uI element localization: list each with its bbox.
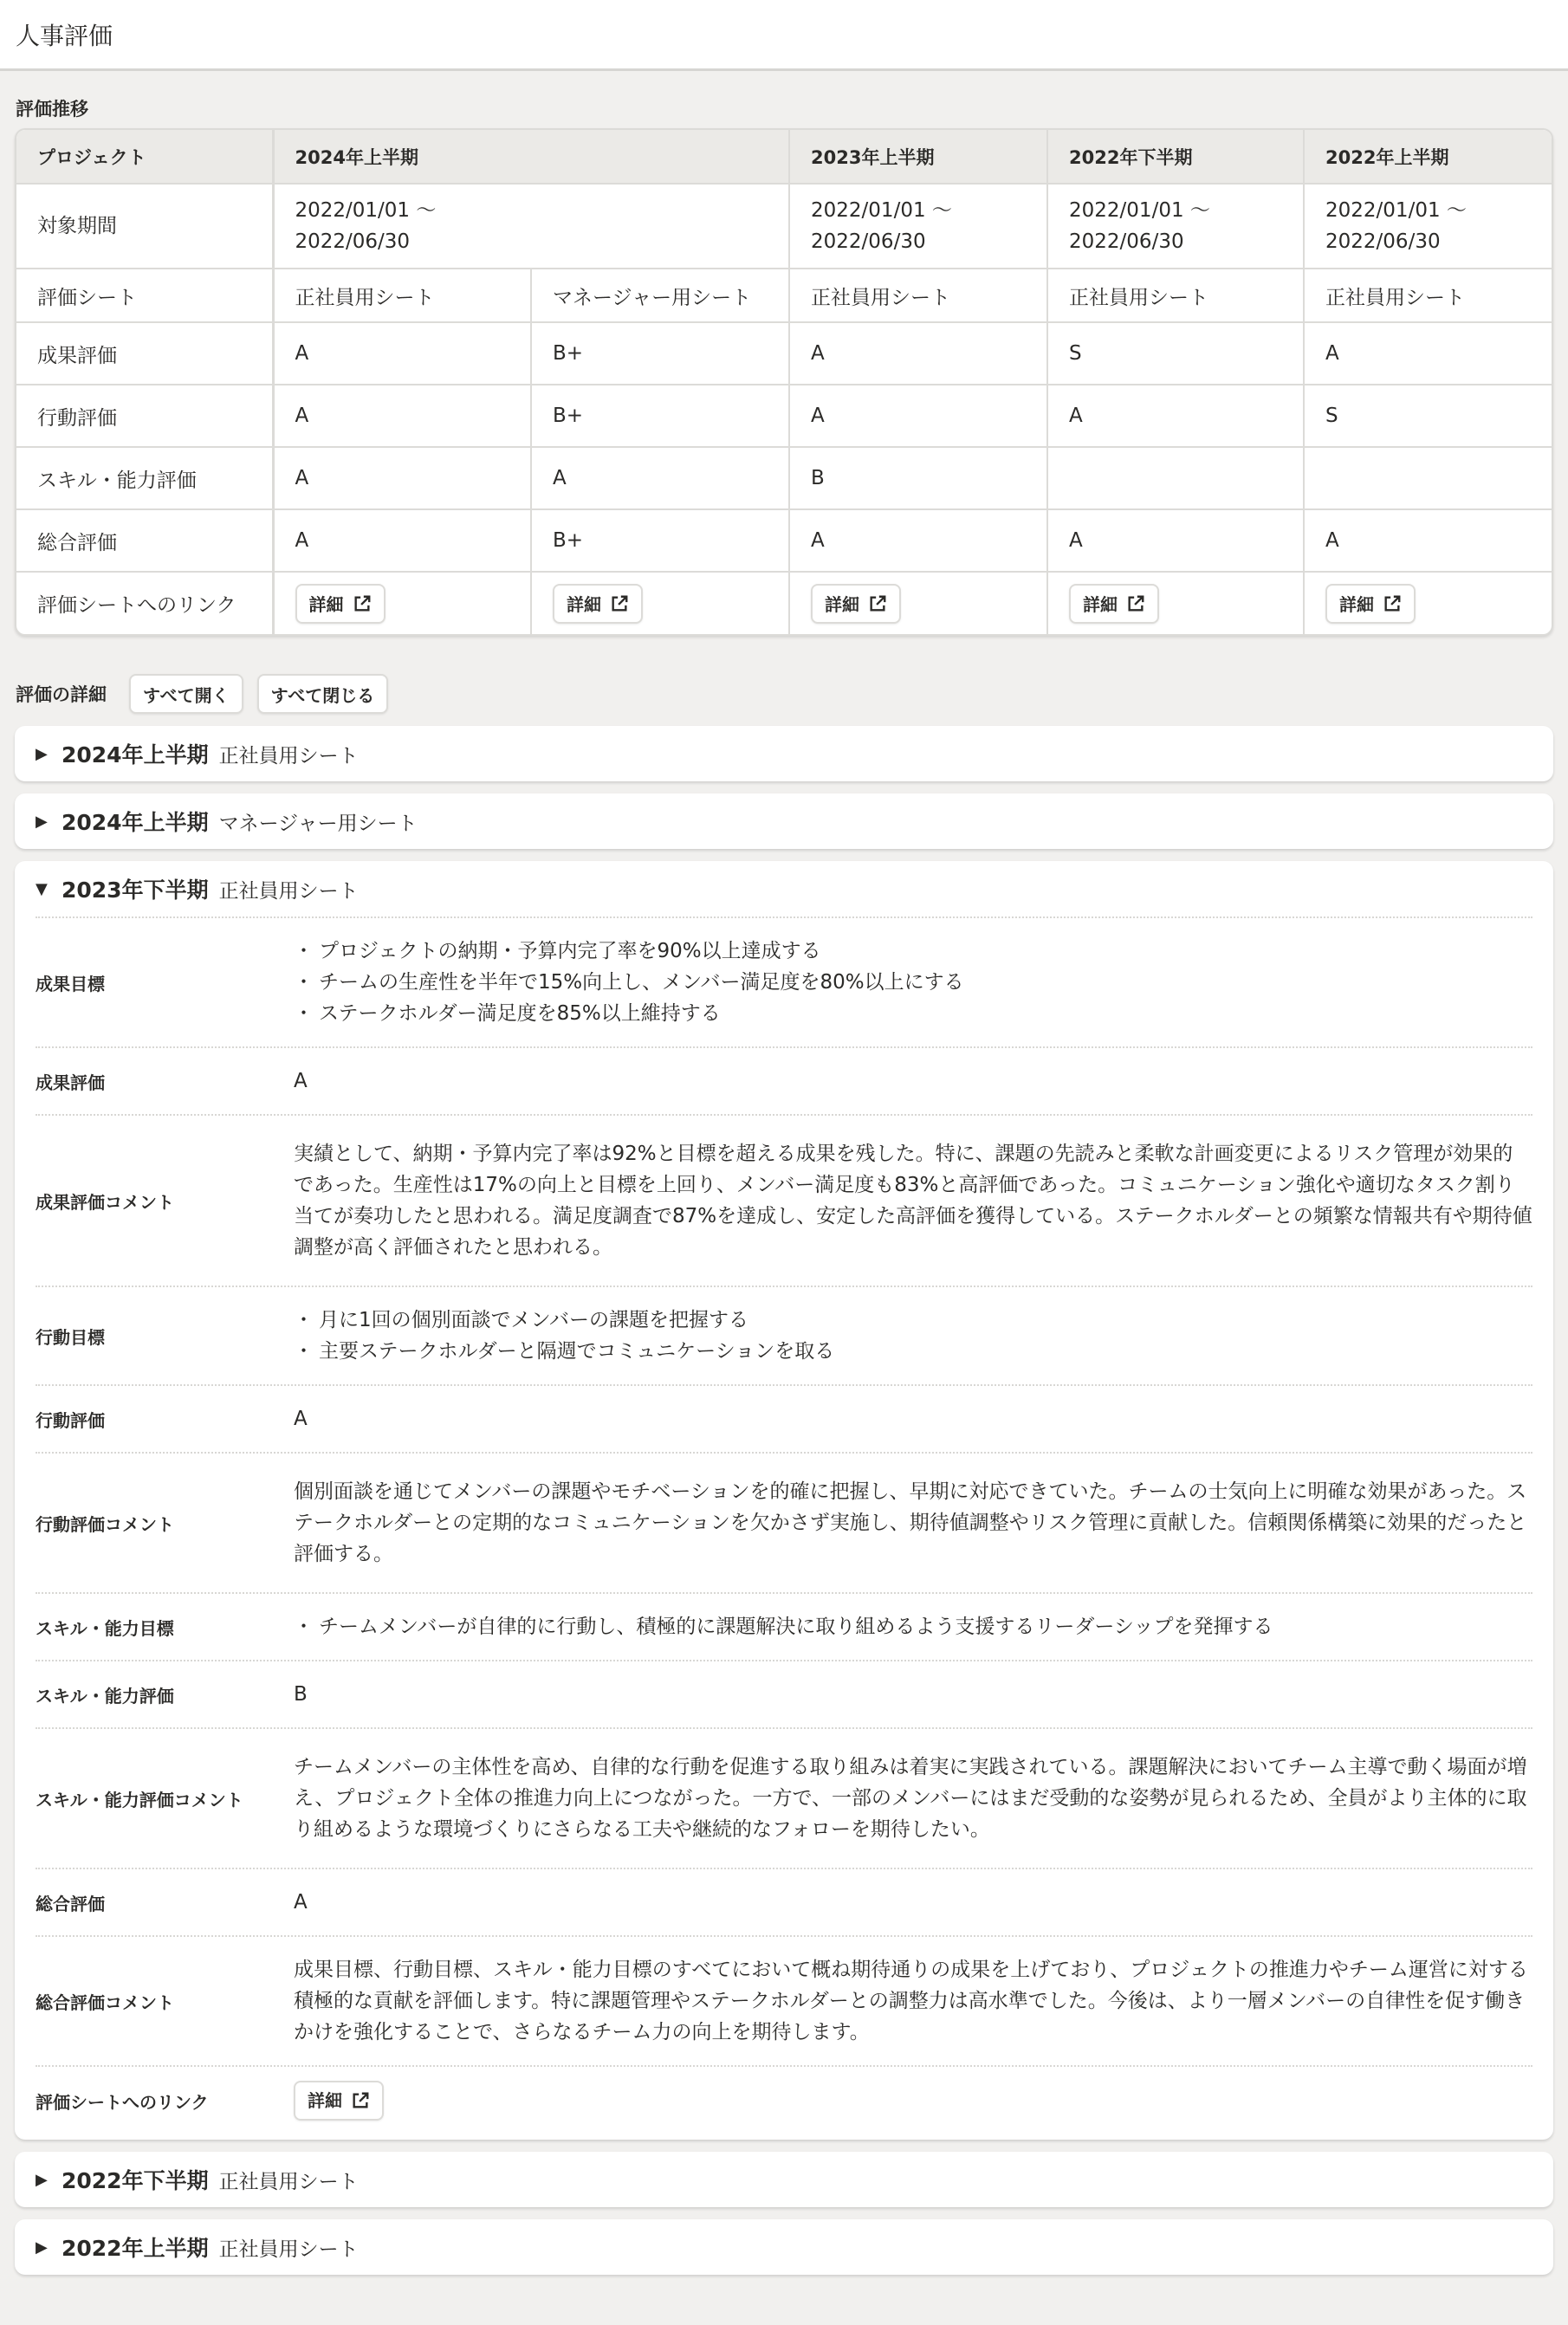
goal-item: ・ ステークホルダー満足度を85%以上維持する [294,998,1532,1029]
external-link-icon [1383,594,1402,613]
detail-link-button[interactable] [295,584,386,624]
skill-row [36,1660,1532,1727]
period-end: 2022/06/30 [295,230,411,253]
detail-link-button[interactable] [1325,584,1416,624]
accordion-item [15,793,1553,849]
cell [1304,572,1552,634]
behavior-goal-row [36,1286,1532,1384]
cell [789,572,1047,634]
accordion-body [15,916,1553,2140]
period-cell [789,184,1047,269]
field-label: 総合評価 [36,1893,105,1914]
cell: A [273,385,531,447]
row-label: 対象期間 [16,184,273,269]
accordion-sheet: 正社員用シート [218,2170,359,2193]
field-label: 行動目標 [36,1326,105,1348]
field-label: 成果目標 [36,973,105,994]
button-label: 詳細 [1339,594,1375,615]
button-label: 詳細 [825,594,860,615]
cell: A [531,447,789,509]
caret-right-icon: ▶ [36,2238,48,2257]
cell [1047,572,1304,634]
period-end: 2022/06/30 [1069,230,1184,253]
field-label: 成果評価コメント [36,1191,174,1213]
external-link-icon [868,594,887,613]
field-label: スキル・能力目標 [36,1617,174,1639]
project-header: 2023年上半期 [789,130,1047,184]
expand-all-button[interactable]: すべて開く [129,674,243,714]
accordion-period: 2023年下半期 [62,878,209,903]
cell: A [1304,509,1552,572]
period-cell [273,184,789,269]
result-row [36,1046,1532,1114]
field-value: B [294,1683,308,1706]
cell: S [1047,322,1304,385]
field-label: 行動評価 [36,1409,105,1431]
caret-down-icon: ▼ [36,879,48,898]
cell: 正社員用シート [1304,269,1552,322]
row-label: プロジェクト [16,130,273,184]
detail-link-button[interactable] [811,584,901,624]
project-row [16,130,1552,184]
accordion-item [15,726,1553,781]
cell: A [1304,322,1552,385]
period-start: 2022/01/01 〜 [811,199,952,222]
caret-right-icon: ▶ [36,2170,48,2189]
top-bar [0,0,1568,71]
behavior-row [16,385,1552,447]
project-header: 2024年上半期 [273,130,789,184]
field-value: 個別面談を通じてメンバーの課題やモチベーションを的確に把握し、早期に対応できていた。チームの士気向上に明確な効果があった。ステークホルダーとの定期的なコミュニケーションを欠かさず実施し、期待値調整やリスク管理に貢献した。信頼関係構築に効果的だったと評価する。 [294,1480,1527,1565]
button-label: 詳細 [567,594,601,615]
accordion-header[interactable] [15,2219,1553,2275]
cell [1047,447,1304,509]
skill-row [16,447,1552,509]
accordion-period: 2024年上半期 [62,810,209,835]
accordion-item-expanded [15,861,1553,2140]
cell: B+ [531,322,789,385]
field-value: A [294,1891,308,1914]
cell: 正社員用シート [789,269,1047,322]
field-label: 行動評価コメント [36,1513,174,1535]
caret-right-icon: ▶ [36,744,48,763]
details-header [16,674,1568,714]
field-label: スキル・能力評価コメント [36,1789,243,1810]
cell: A [1047,385,1304,447]
goal-item: ・ チームメンバーが自律的に行動し、積極的に課題解決に取り組めるよう支援するリーダーシップを発揮する [294,1611,1532,1642]
result-comment-row [36,1114,1532,1286]
field-value: 成果目標、行動目標、スキル・能力目標のすべてにおいて概ね期待通りの成果を上げており、プロジェクトの推進力やチーム運営に対する積極的な貢献を評価します。特に課題管理やステークホルダーとの調整力は高水準でした。今後は、より一層メンバーの自律性を促す働きかけを強化することで、さらなるチーム力の向上を期待します。 [294,1959,1528,2043]
caret-right-icon: ▶ [36,812,48,831]
behavior-row [36,1384,1532,1452]
accordion-item [15,2152,1553,2207]
history-title: 評価推移 [16,99,88,120]
period-end: 2022/06/30 [811,230,926,253]
behavior-comment-row [36,1452,1532,1592]
project-header: 2022年上半期 [1304,130,1552,184]
accordion-header[interactable] [15,861,1553,916]
field-label: スキル・能力評価 [36,1685,174,1707]
cell [273,572,531,634]
goal-list [294,936,1532,1029]
cell [531,572,789,634]
accordion-header[interactable] [15,2152,1553,2207]
cell: S [1304,385,1552,447]
detail-link-button[interactable] [294,2081,384,2121]
field-value: A [294,1408,308,1430]
period-start: 2022/01/01 〜 [1325,199,1467,222]
accordion-sheet: 正社員用シート [218,744,359,767]
row-label: 総合評価 [16,509,273,572]
period-start: 2022/01/01 〜 [1069,199,1210,222]
cell: B [789,447,1047,509]
detail-link-button[interactable] [1069,584,1159,624]
cell: A [1047,509,1304,572]
accordion-header[interactable] [15,726,1553,781]
external-link-icon [1126,594,1145,613]
accordion-period: 2022年上半期 [62,2236,209,2261]
row-label: 評価シート [16,269,273,322]
goal-item: ・ 主要ステークホルダーと隔週でコミュニケーションを取る [294,1336,1532,1367]
row-label: 成果評価 [16,322,273,385]
result-goal-row [36,916,1532,1046]
accordion-period: 2022年下半期 [62,2168,209,2193]
field-value: チームメンバーの主体性を高め、自律的な行動を促進する取り組みは着実に実践されている。課題解決においてチーム主導で動く場面が増え、プロジェクト全体の推進力向上につながった。一方で、一部のメンバーにはまだ受動的な姿勢が見られるため、全員がより主体的に取り組めるような環境づくりにさらなる工夫や継続的なフォローを期待したい。 [294,1756,1527,1841]
row-label: スキル・能力評価 [16,447,273,509]
cell: B+ [531,509,789,572]
cell: A [273,509,531,572]
accordion-item [15,2219,1553,2275]
external-link-icon [351,2091,370,2110]
button-label: 詳細 [308,594,344,615]
overall-row [16,509,1552,572]
detail-link-button[interactable] [553,584,643,624]
goal-item: ・ チームの生産性を半年で15%向上し、メンバー満足度を80%以上にする [294,967,1532,998]
field-value: A [294,1070,308,1092]
external-link-icon [610,594,629,613]
skill-comment-row [36,1727,1532,1868]
accordion-period: 2024年上半期 [62,742,209,767]
period-start: 2022/01/01 〜 [295,199,437,222]
link-row [36,2065,1532,2134]
cell: B+ [531,385,789,447]
period-end: 2022/06/30 [1325,230,1441,253]
link-row [16,572,1552,634]
history-table [15,128,1553,636]
goal-item: ・ 月に1回の個別面談でメンバーの課題を把握する [294,1305,1532,1336]
cell: A [273,447,531,509]
button-label: 詳細 [308,2090,342,2111]
page-title: 人事評価 [16,21,113,50]
period-row [16,184,1552,269]
cell [1304,447,1552,509]
cell: 正社員用シート [1047,269,1304,322]
cell: A [789,385,1047,447]
row-label: 行動評価 [16,385,273,447]
button-label: 詳細 [1083,594,1118,615]
collapse-all-button[interactable]: すべて閉じる [257,674,389,714]
cell: A [273,322,531,385]
project-header: 2022年下半期 [1047,130,1304,184]
period-cell [1304,184,1552,269]
cell: A [789,509,1047,572]
goal-list [294,1305,1532,1367]
overall-row [36,1868,1532,1935]
cell: マネージャー用シート [531,269,789,322]
accordion-sheet: マネージャー用シート [218,812,418,835]
sheet-row [16,269,1552,322]
field-value: 実績として、納期・予算内完了率は92%と目標を超える成果を残した。特に、課題の先読みと柔軟な計画変更によるリスク管理が効果的であった。生産性は17%の向上と目標を上回り、メンバー満足度も83%と高評価であった。コミュニケーション強化や適切なタスク割り当てが奏功したと思われる。満足度調査で87%を達成し、安定した高評価を獲得している。ステークホルダーとの頻繁な情報共有や期待値調整が高く評価されたと思われる。 [294,1143,1532,1259]
accordion-sheet: 正社員用シート [218,2238,359,2261]
field-label: 総合評価コメント [36,1991,174,2013]
goal-item: ・ プロジェクトの納期・予算内完了率を90%以上達成する [294,936,1532,967]
accordion-header[interactable] [15,793,1553,849]
goal-list [294,1611,1532,1642]
cell: 正社員用シート [273,269,531,322]
external-link-icon [353,594,372,613]
cell: A [789,322,1047,385]
details-title: 評価の詳細 [16,684,107,705]
period-cell [1047,184,1304,269]
result-row [16,322,1552,385]
skill-goal-row [36,1592,1532,1660]
row-label: 評価シートへのリンク [16,572,273,634]
overall-comment-row [36,1935,1532,2065]
accordion-sheet: 正社員用シート [218,879,359,903]
field-label: 評価シートへのリンク [36,2091,209,2113]
field-label: 成果評価 [36,1072,105,1093]
